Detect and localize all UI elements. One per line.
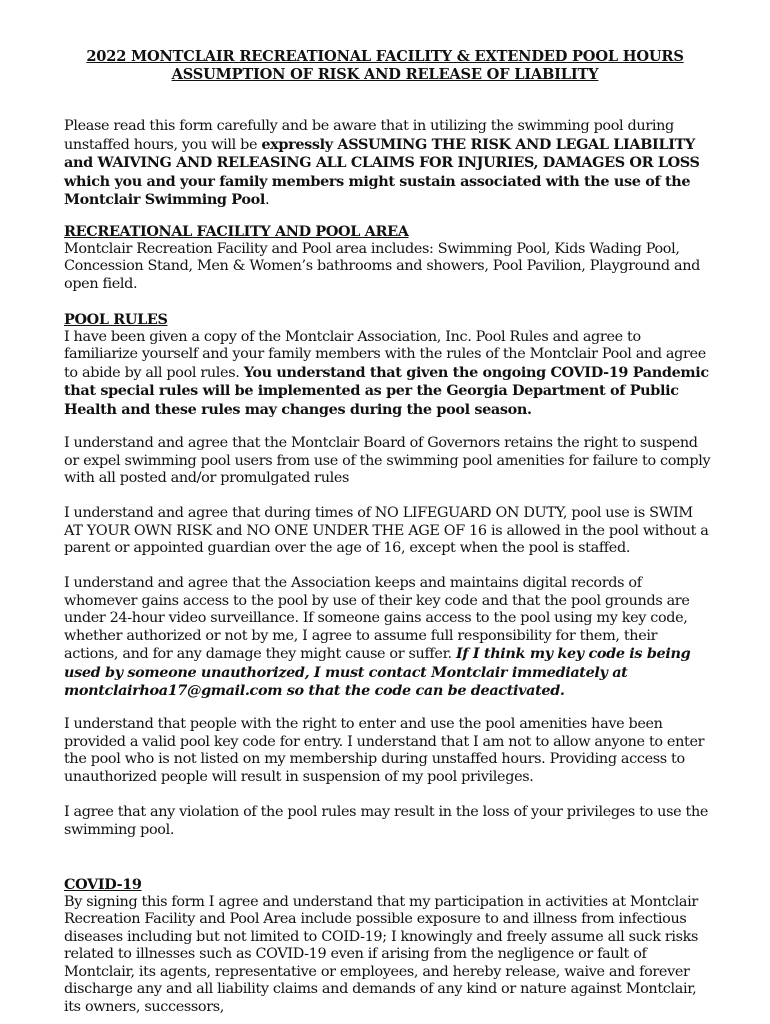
- violation-paragraph: [64, 804, 714, 839]
- title-line-2: ASSUMPTION OF RISK AND RELEASE OF LIABILITY: [171, 65, 599, 83]
- keycode-paragraph: [64, 716, 714, 786]
- pool-rules-bold-text: You understand that given the ongoing COVID-19 Pandemic that special rules will be implemented as per the Georgia Department of Public Health and these rules may changes during the pool season.: [64, 363, 709, 418]
- intro-paragraph: [64, 118, 714, 210]
- pool-rules-text: I have been given a copy of the Montclair Association, Inc. Pool Rules and agree to familiarize yourself and your family members with the rules of the Montclair Pool and agree to abide by all pool rules.: [64, 328, 706, 381]
- covid-section: [64, 876, 714, 1016]
- pool-rules-section: [64, 311, 714, 419]
- facility-heading: RECREATIONAL FACILITY AND POOL AREA: [64, 223, 409, 240]
- facility-text: Montclair Recreation Facility and Pool area includes: Swimming Pool, Kids Wading Pool, Concession Stand, Men & Women’s bathrooms and showers, Pool Pavilion, Playground and open field.: [64, 240, 700, 292]
- records-bold-text: If I think my key code is being used by someone unauthorized, I must contact Montclair immediately at montclairhoa17@gmail.com so that the code can be deactivated.: [64, 645, 691, 699]
- intro-bold-text: expressly ASSUMING THE RISK AND LEGAL LIABILITY and WAIVING AND RELEASING ALL CLAIMS FOR INJURIES, DAMAGES OR LOSS which you and your family members might sustain associated with the use of the Montclair Swimming Pool: [64, 135, 700, 208]
- facility-section: [64, 223, 714, 293]
- intro-text: Please read this form carefully and be aware that in utilizing the swimming pool during unstaffed hours, you will be: [64, 118, 674, 153]
- document-title: [63, 48, 707, 83]
- keycode-text: I understand that people with the right to enter and use the pool amenities have been provided a valid pool key code for entry. I understand that I am not to allow anyone to enter the pool who is not listed on my membership during unstaffed hours. Providing access to unauthorized people will result in suspension of my pool privileges.: [64, 716, 705, 785]
- records-paragraph: [64, 575, 714, 701]
- suspend-paragraph: [64, 435, 714, 488]
- title-line-1: 2022 MONTCLAIR RECREATIONAL FACILITY & EXTENDED POOL HOURS: [86, 48, 684, 65]
- covid-heading: COVID-19: [64, 876, 142, 893]
- intro-end: .: [265, 192, 270, 208]
- lifeguard-paragraph: [64, 505, 714, 558]
- covid-text: By signing this form I agree and understand that my participation in activities at Montclair Recreation Facility and Pool Area include possible exposure to and illness from infectious diseases including but not limited to COID-19; I knowingly and freely assume all suck risks related to illnesses such as COVID-19 even if arising from the negligence or fault of Montclair, its agents, representative or employees, and hereby release, waive and forever discharge any and all liability claims and demands of any kind or nature against Montclair, its owners, successors,: [64, 893, 699, 1015]
- suspend-text: I understand and agree that the Montclair Board of Governors retains the right to suspend or expel swimming pool users from use of the swimming pool amenities for failure to comply with all posted and/or promulgated rules: [64, 435, 711, 486]
- lifeguard-text: I understand and agree that during times of NO LIFEGUARD ON DUTY, pool use is SWIM AT YOUR OWN RISK and NO ONE UNDER THE AGE OF 16 is allowed in the pool without a parent or appointed guardian over the age of 16, except when the pool is staffed.: [64, 505, 709, 556]
- pool-rules-heading: POOL RULES: [64, 311, 168, 328]
- records-text: I understand and agree that the Association keeps and maintains digital records of whomever gains access to the pool by use of their key code and that the pool grounds are under 24-hour video surveillance. If someone gains access to the pool using my key code, whether authorized or not by me, I agree to assume full responsibility for them, their actions, and for any damage they might cause or suffer.: [64, 575, 690, 662]
- violation-text: I agree that any violation of the pool rules may result in the loss of your privileges to use the swimming pool.: [64, 804, 709, 838]
